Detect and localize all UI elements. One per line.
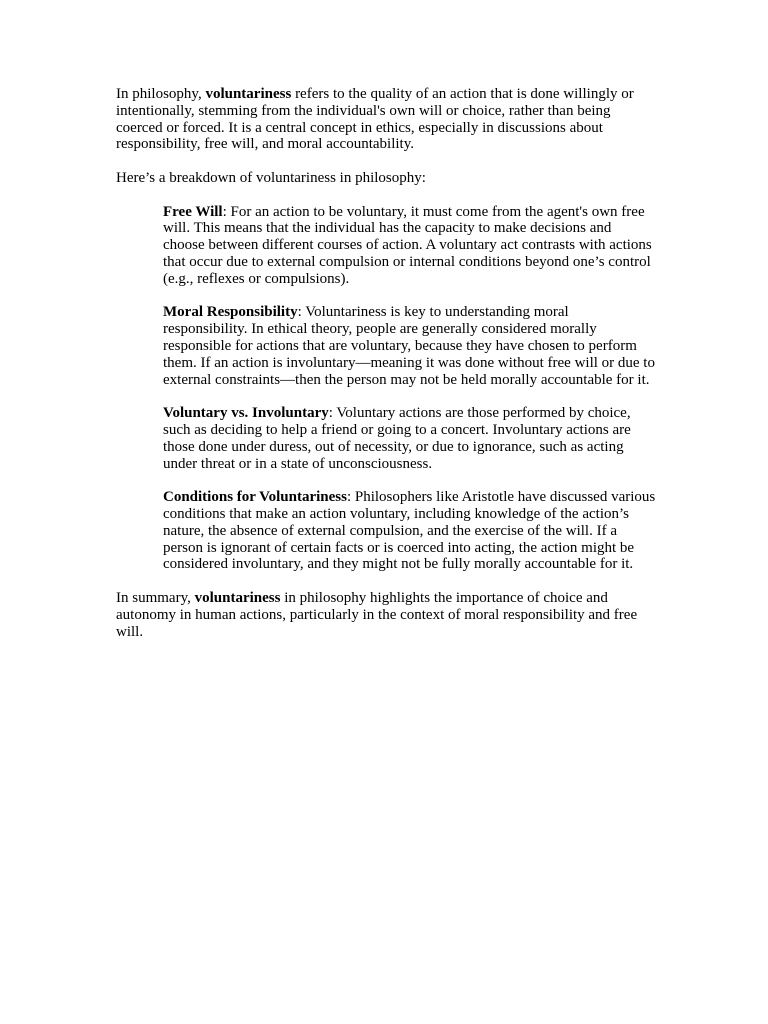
point-text: : Voluntariness is key to understanding moral responsibility. In ethical theory, people are generally considered morally responsible for actions that are voluntary, because they have chosen to perform them. If an action is involuntary—meaning it was done without free will or due to external constraints—then the person may not be held morally accountable for it. bbox=[163, 304, 655, 388]
summary-prefix: In summary, bbox=[116, 589, 195, 606]
intro-paragraph bbox=[116, 86, 656, 153]
point-heading: Conditions for Voluntariness bbox=[163, 489, 347, 506]
point-heading: Voluntary vs. Involuntary bbox=[163, 405, 329, 422]
point-moral-responsibility bbox=[163, 304, 656, 388]
point-text: : Philosophers like Aristotle have discussed various conditions that make an action voluntary, including knowledge of the action’s nature, the absence of external compulsion, and the exercise of the will. If a person is ignorant of certain facts or is coerced into acting, the action might be considered involuntary, and they might not be fully morally accountable for it. bbox=[163, 489, 656, 573]
point-text: : Voluntary actions are those performed by choice, such as deciding to help a friend or going to a concert. Involuntary actions are those done under duress, out of necessity, or due to ignorance, such as acting under threat or in a state of unconsciousness. bbox=[163, 405, 631, 472]
summary-term: voluntariness bbox=[194, 589, 281, 606]
point-free-will bbox=[163, 204, 656, 288]
intro-rest: refers to the quality of an action that is done willingly or intentionally, stemming from the individual's own will or choice, rather than being coerced or forced. It is a central concept in ethics, especially in discussions about responsibility, free will, and moral accountability. bbox=[116, 86, 634, 153]
point-heading: Moral Responsibility bbox=[163, 304, 298, 321]
point-voluntary-vs-involuntary bbox=[163, 405, 656, 472]
document-body bbox=[116, 86, 656, 657]
summary-paragraph bbox=[116, 590, 656, 640]
point-heading: Free Will bbox=[163, 203, 223, 220]
point-text: : For an action to be voluntary, it must come from the agent's own free will. This means that the individual has the capacity to make decisions and choose between different courses of action. A voluntary act contrasts with actions that occur due to external compulsion or internal conditions beyond one’s control (e.g., reflexes or compulsions). bbox=[163, 203, 652, 287]
point-conditions-for-voluntariness bbox=[163, 489, 656, 573]
summary-rest: in philosophy highlights the importance of choice and autonomy in human actions, particularly in the context of moral responsibility and free will. bbox=[116, 589, 638, 640]
lead-in-paragraph: Here’s a breakdown of voluntariness in philosophy: bbox=[116, 169, 426, 186]
intro-prefix: In philosophy, bbox=[116, 86, 206, 102]
intro-term: voluntariness bbox=[205, 86, 292, 102]
